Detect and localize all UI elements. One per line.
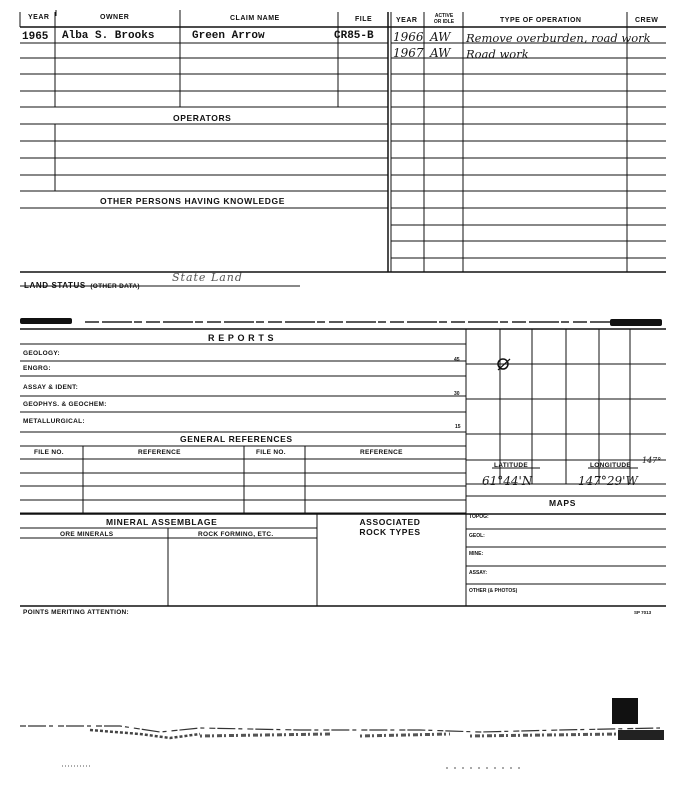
land-status-sub: (OTHER DATA) — [90, 283, 140, 290]
rock-types-label: ROCK TYPES — [359, 527, 421, 537]
latitude-value: 61°44'N — [482, 474, 533, 488]
operation-year-1: 1966 — [393, 30, 424, 44]
land-status — [24, 275, 140, 293]
maps-other: OTHER (& PHOTOS) — [469, 588, 518, 594]
longitude-note: 147° — [642, 456, 662, 465]
header-claim-name: CLAIM NAME — [230, 15, 280, 22]
report-num-geology: 45 — [454, 357, 460, 363]
header-type-of-operation: TYPE OF OPERATION — [500, 17, 582, 24]
ref-col-file-no-1: FILE NO. — [34, 449, 64, 456]
header-year-right: YEAR — [396, 17, 418, 24]
operation-type-1: Remove overburden, road work — [466, 31, 651, 45]
land-status-label: LAND STATUS — [24, 281, 86, 290]
points-meriting-attention: POINTS MERITING ATTENTION: — [23, 609, 130, 616]
report-num-metallurgical: 15 — [455, 424, 461, 430]
longitude-label: LONGITUDE — [590, 462, 631, 469]
rock-forming-label: ROCK FORMING, ETC. — [198, 531, 274, 538]
other-persons-title: OTHER PERSONS HAVING KNOWLEDGE — [100, 196, 286, 206]
header-or-idle: OR IDLE — [433, 19, 455, 25]
header-owner: OWNER — [100, 14, 130, 21]
maps-topog: TOPOG: — [469, 514, 489, 520]
operation-status-2: AW — [430, 46, 451, 60]
ref-col-reference-2: REFERENCE — [360, 449, 403, 456]
claim-name: Green Arrow — [192, 30, 265, 42]
operation-status-1: AW — [430, 30, 451, 44]
longitude-value: 147°29'W — [578, 474, 638, 488]
header-active: ACTIVE — [434, 13, 454, 19]
header-active-idle — [425, 13, 463, 25]
latitude-label: LATITUDE — [494, 462, 529, 469]
maps-assay: ASSAY: — [469, 570, 488, 576]
report-row-geophys: GEOPHYS. & GEOCHEM: — [23, 401, 107, 408]
ref-col-reference-1: REFERENCE — [138, 449, 181, 456]
operation-year-2: 1967 — [393, 46, 424, 60]
form-grid-top — [0, 0, 678, 300]
associated-rock-types — [330, 517, 450, 537]
ore-minerals-label: ORE MINERALS — [60, 531, 114, 538]
report-row-metallurgical: METALLURGICAL: — [23, 418, 85, 425]
ref-col-file-no-2: FILE NO. — [256, 449, 286, 456]
reports-title: R E P O R T S — [208, 333, 275, 343]
claim-file: CR85-B — [334, 30, 374, 42]
operation-type-2: Road work — [466, 47, 529, 61]
header-crew: CREW — [635, 17, 659, 24]
report-row-assay: ASSAY & IDENT: — [23, 384, 79, 391]
maps-geol: GEOL: — [469, 533, 485, 539]
operators-title: OPERATORS — [173, 113, 232, 123]
land-status-value: State Land — [172, 271, 243, 284]
associated-label: ASSOCIATED — [359, 517, 421, 527]
report-row-geology: GEOLOGY: — [23, 350, 60, 357]
scan-noise-bottom — [0, 690, 678, 780]
form-number: SP 7013 — [634, 610, 652, 615]
claim-owner: Alba S. Brooks — [62, 30, 155, 42]
report-num-assay: 30 — [454, 391, 460, 397]
header-year: YEAR — [28, 14, 50, 21]
maps-title: MAPS — [549, 498, 576, 508]
report-row-engrg: ENGRG: — [23, 365, 51, 372]
header-file: FILE — [355, 16, 373, 23]
mineral-assemblage-title: MINERAL ASSEMBLAGE — [106, 517, 218, 527]
maps-mine: MINE: — [469, 551, 484, 557]
claim-year: 1965 — [22, 31, 49, 43]
form-grid-bottom — [0, 326, 678, 626]
general-references-title: GENERAL REFERENCES — [180, 434, 293, 444]
